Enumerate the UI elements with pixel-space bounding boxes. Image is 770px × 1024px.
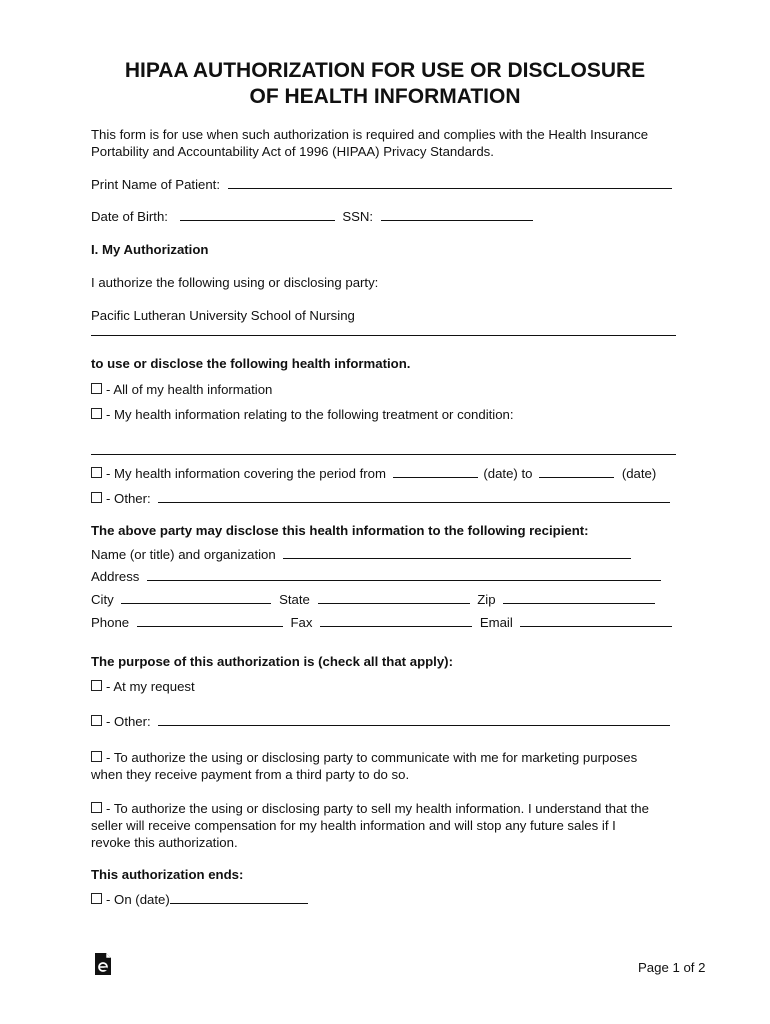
checkbox-at-request[interactable] (91, 680, 102, 691)
recipient-heading: The above party may disclose this health information to the following recipient: (91, 523, 589, 538)
recipient-email-label: Email (479, 615, 513, 630)
recipient-address-label: Address (91, 569, 140, 584)
purpose-marketing-line1: - To authorize the using or disclosing party to communicate with me for marketing purposes (106, 750, 638, 765)
recipient-city-label: City (91, 592, 114, 607)
patient-name-label: Print Name of Patient: (91, 177, 221, 192)
recipient-state-field[interactable] (318, 591, 470, 604)
authorize-party-label: I authorize the following using or disclosing party: (91, 275, 379, 290)
ends-heading: This authorization ends: (91, 867, 244, 882)
option-condition-label: - My health information relating to the following treatment or condition: (106, 407, 514, 422)
patient-name-row (91, 176, 672, 193)
option-all-health-info (91, 381, 272, 398)
checkbox-sell[interactable] (91, 802, 102, 813)
intro-line1: This form is for use when such authorization is required and complies with the Health Insurance (91, 127, 649, 142)
purpose-sell-line1: - To authorize the using or disclosing party to sell my health information. I understand that the (106, 801, 649, 816)
period-to-date-field[interactable] (539, 465, 614, 478)
purpose-heading: The purpose of this authorization is (check all that apply): (91, 654, 453, 669)
form-title-line2: OF HEALTH INFORMATION (249, 85, 521, 108)
purpose-sell-line2: seller will receive compensation for my health information and will stop any future sales if I (91, 818, 616, 833)
recipient-zip-label: Zip (477, 592, 496, 607)
ends-on-date-label: - On (date) (106, 892, 170, 907)
recipient-fax-field[interactable] (320, 614, 472, 627)
recipient-phone-field[interactable] (137, 614, 283, 627)
recipient-name-row (91, 546, 631, 563)
option-condition (91, 406, 514, 423)
ends-on-date (91, 891, 308, 908)
purpose-at-request-label: - At my request (106, 679, 195, 694)
recipient-phone-label: Phone (91, 615, 130, 630)
checkbox-purpose-other[interactable] (91, 715, 102, 726)
option-period-label-c: (date) (621, 466, 657, 481)
disclosing-party-line (91, 335, 676, 336)
purpose-other-label: - Other: (106, 714, 151, 729)
recipient-name-label: Name (or title) and organization (91, 547, 276, 562)
option-other-label: - Other: (106, 491, 151, 506)
form-title-line1: HIPAA AUTHORIZATION FOR USE OR DISCLOSURE (124, 59, 646, 82)
recipient-fax-label: Fax (290, 615, 313, 630)
eforms-logo-icon (94, 952, 112, 976)
disclosing-party-value[interactable]: Pacific Lutheran University School of Nursing (91, 308, 355, 323)
page-number: Page 1 of 2 (638, 960, 706, 975)
checkbox-all-health-info[interactable] (91, 383, 102, 394)
recipient-city-field[interactable] (121, 591, 271, 604)
recipient-phone-row (91, 614, 672, 631)
recipient-address-field[interactable] (147, 568, 661, 581)
option-period-label-a: - My health information covering the period from (106, 466, 386, 481)
checkbox-period[interactable] (91, 467, 102, 478)
ends-date-field[interactable] (170, 891, 308, 904)
recipient-email-field[interactable] (520, 614, 672, 627)
section-my-authorization-heading: I. My Authorization (91, 242, 209, 257)
recipient-city-row (91, 591, 655, 608)
option-other-info (91, 490, 670, 507)
option-period (91, 465, 656, 482)
purpose-other-field[interactable] (158, 713, 670, 726)
option-all-label: - All of my health information (106, 382, 273, 397)
intro-line2: Portability and Accountability Act of 1996 (HIPAA) Privacy Standards. (91, 144, 494, 159)
checkbox-other-info[interactable] (91, 492, 102, 503)
purpose-sell-line3: revoke this authorization. (91, 835, 238, 850)
dob-field[interactable] (180, 208, 335, 221)
recipient-state-label: State (279, 592, 310, 607)
patient-name-field[interactable] (228, 176, 672, 189)
recipient-address-row (91, 568, 661, 585)
checkbox-condition[interactable] (91, 408, 102, 419)
period-from-date-field[interactable] (393, 465, 478, 478)
purpose-at-request (91, 678, 195, 695)
use-disclose-heading: to use or disclose the following health information. (91, 356, 411, 371)
ssn-label: SSN: (342, 209, 374, 224)
ssn-field[interactable] (381, 208, 533, 221)
purpose-marketing (91, 749, 637, 766)
purpose-marketing-line2: when they receive payment from a third party to do so. (91, 767, 410, 782)
purpose-other (91, 713, 670, 730)
checkbox-marketing[interactable] (91, 751, 102, 762)
purpose-sell (91, 800, 649, 817)
condition-line[interactable] (91, 454, 676, 455)
option-period-label-b: (date) to (483, 466, 533, 481)
other-info-field[interactable] (158, 490, 670, 503)
recipient-zip-field[interactable] (503, 591, 655, 604)
recipient-name-field[interactable] (283, 546, 631, 559)
checkbox-on-date[interactable] (91, 893, 102, 904)
dob-label: Date of Birth: (91, 209, 168, 224)
dob-ssn-row (91, 208, 533, 225)
